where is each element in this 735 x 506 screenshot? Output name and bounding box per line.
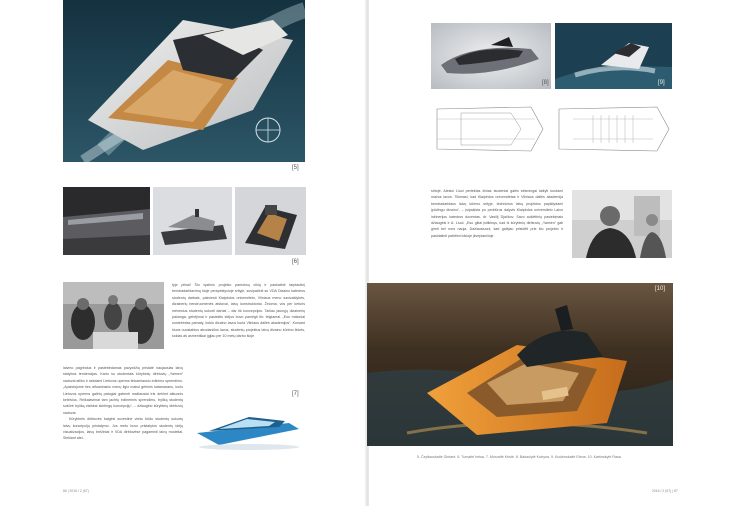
article-text-upper — [172, 282, 305, 382]
paragraph: laivmo pagrindus ir pastebėdamas pavyzdžių pristatė naujausias laivų statybos tendencijas. Kartu su studentais kūrybinių dirbtuvių „Yaimen“ vadovai atliko ir sekdami Lietuvos uperms tinkamiausio edinimo sprendimo. „Apsistojome ties alfuaninskiu menų ilgio maksi gėrimis katamaranu, kuris Lietuvos uperms galėtų patogiai gabenti mažiausiai tris dešimt aštuonis keleivius. Reikalavimai tam jachtų inžinerinis sprendimu, tryliką studentų sukūrė tryliką visiškai skirtingų koncepcijų“, – džiaugėsi kūrybinių dirbtuvių vadovai. — [63, 366, 183, 415]
figure-5-label: [5] — [292, 165, 299, 171]
figure-6-render-c — [235, 187, 306, 255]
right-folio: 2016 / 2 (67) | 87 — [652, 489, 678, 493]
figure-6-render-b — [153, 187, 232, 255]
article-text-lower — [63, 365, 183, 477]
left-folio: 86 | 2016 / 2 (67) — [63, 489, 89, 493]
paragraph: Kūrybinės dirbtuvės baigėsi suvestine viešu būdu studentų sukurtų laivų koncepcijų pristatymo. Jos metu buvo pristatytos studentų idėjų vizualizacijos, laivų brėžiniai ir VDA dirbtuvėse pagaminti laivų modeliai. Siekiant atei- — [63, 417, 183, 441]
figure-8-render — [431, 23, 551, 89]
paragraph: sritoje. Alesiui Liuoi pertektas žinias studentai galės sėkmingai taikyti kurdami mažus lavus. Tikimasi, kad Klaipėdos universitetas ir Vilniaus dailės akademija bendradarbiaus laivų kūrimo srityje, techninius laivų projektus papildydami įpūdingu dizainu“, – įsipažįsta po peržiūros dalyvis Klaipėdos universiteto Laivo inžinerijos katedros docentas, dr. Vasilij Djačkov. Savo auklėtinių pasiekimais džiaugėsi ir A. Liuoi. „Esu giliai įsitikinęs, kad iš kūrybinių dirbtuvių „Yaimen“ gali gimti bei nors nauja. Dažiausiuoni, kad galėjau prisidėti prie šio projekto ir pasidalinti patirtimi tokioje įkvepiančioje — [431, 189, 563, 238]
figure-10-render — [367, 283, 673, 446]
left-page — [0, 0, 366, 506]
figure-9-label: [9] — [658, 80, 665, 86]
figure-7-label: [7] — [292, 391, 299, 397]
figure-10-label: [10] — [655, 286, 666, 292]
portrait-photo — [572, 190, 672, 258]
figure-8-label: [8] — [542, 80, 549, 86]
figure-6-render-a — [63, 187, 150, 255]
right-page — [369, 0, 735, 506]
figure-9-render — [555, 23, 672, 89]
figure-7-boat-render — [189, 403, 305, 453]
paragraph: tyje pilnai! Šio tęstinio projekto pamoksų ciklą ir paskatinti tarptautinį bendradarbiavimą šioje perspektyvioje srityje, susipažinti su VDA Dizaino katedros studentų darbais, pakviesti Klaipėdos universiteto, Vilniaus meno savivaldybės, dizainerių bendruomenės atstovai, laivų konstruktoriai. Žinoma, vos per keturis mėnesius studentų sukurti darbai – dar tik koncepcijos. Tačiau jaunųjų dizainerių pažanga, gebėjimai ir pasiektis idėjos buvo pamėgti tik: teigiamai. „Esu maloniai nustebintas pamaty, kokio dizaino lavus kuria Vilniaus dailės akademijos“. Kursant šiuos nuostabius atrodančius lavus, studentų projektus laivų dizaino kūrimo linkės, kokias aš asmeniškai įgijau per 10 metų darbo šioje — [172, 283, 305, 339]
figure-captions: 5. Čepliauskaitė Gintarė. 6. Tumaitė Inėsa. 7. Morzaitė Kristė. 8. Bakaulytė Kotryna. 9. Kudzinskaitė Elena. 10. Kartinskytė Rasa. — [417, 455, 622, 459]
technical-drawing-left — [431, 99, 547, 159]
technical-drawing-right — [553, 99, 673, 159]
article-text-right — [431, 188, 563, 263]
workshop-photo — [63, 282, 164, 349]
figure-5-yacht-render — [63, 0, 305, 162]
figure-6-label: [6] — [292, 259, 299, 265]
